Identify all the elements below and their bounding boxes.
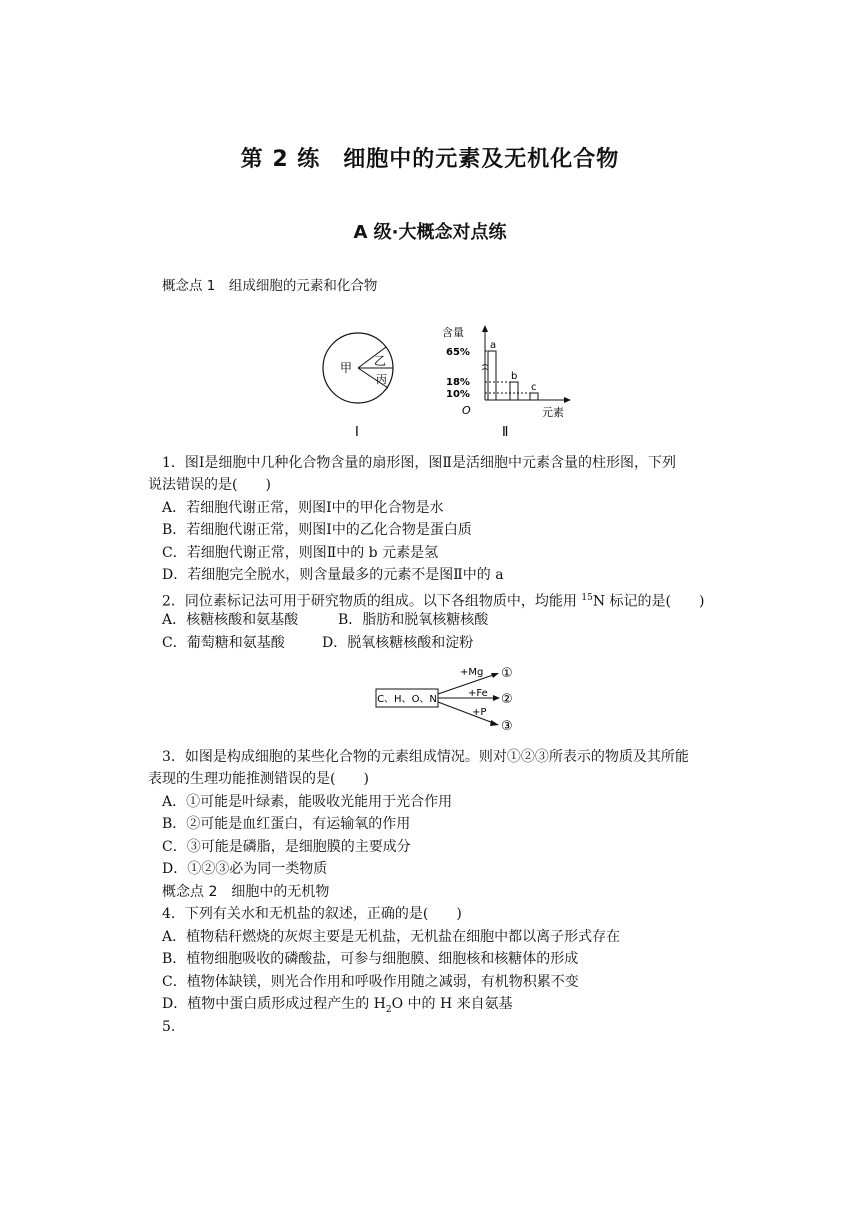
bar-b bbox=[510, 382, 518, 400]
x-axis-arrow bbox=[564, 397, 571, 403]
bar-label-a: a bbox=[490, 340, 497, 351]
q4-option-d-sub: 2 bbox=[385, 1004, 392, 1015]
page-title: 第 2 练 细胞中的元素及无机化合物 bbox=[240, 147, 620, 172]
tick-18: 18% bbox=[446, 377, 470, 388]
figure-element-arrows bbox=[372, 660, 522, 738]
pie-label-jia: 甲 bbox=[340, 361, 353, 375]
q1-option-b: B．若细胞代谢正常，则图Ⅰ中的乙化合物是蛋白质 bbox=[162, 522, 472, 538]
pie-label-bing: 丙 bbox=[376, 373, 387, 386]
arrow-mg-head bbox=[491, 673, 499, 678]
q4-option-d-before: D．植物中蛋白质形成过程产生的 H bbox=[162, 996, 386, 1012]
q4-option-d-after: O 中的 H 来自氨基 bbox=[391, 996, 513, 1012]
pie-caption: Ⅰ bbox=[355, 425, 359, 438]
bar-c bbox=[530, 393, 538, 400]
target-2: ② bbox=[501, 692, 513, 707]
bar-caption: Ⅱ bbox=[502, 425, 509, 440]
q2-option-c: C．葡萄糖和氨基酸 bbox=[162, 635, 285, 651]
q4-option-d bbox=[162, 993, 513, 1021]
bar-label-c: c bbox=[531, 382, 537, 393]
q1-stem-line1: 1．图Ⅰ是细胞中几种化合物含量的扇形图，图Ⅱ是活细胞中元素含量的柱形图，下列 bbox=[162, 455, 676, 471]
pie-label-yi: 乙 bbox=[374, 354, 387, 368]
q4-stem: 4．下列有关水和无机盐的叙述，正确的是( ) bbox=[162, 906, 462, 922]
q4-option-b: B．植物细胞吸收的磷酸盐，可参与细胞膜、细胞核和核糖体的形成 bbox=[162, 951, 579, 967]
target-1: ① bbox=[501, 666, 513, 681]
q1-option-a: A．若细胞代谢正常，则图Ⅰ中的甲化合物是水 bbox=[162, 500, 444, 516]
concept-heading-2: 概念点 2 细胞中的无机物 bbox=[162, 884, 330, 900]
tick-10: 10% bbox=[446, 389, 470, 400]
element-box-label: C、H、O、N bbox=[377, 694, 437, 705]
target-3: ③ bbox=[501, 719, 513, 734]
arrow-label-p: +P bbox=[472, 707, 487, 718]
q2-stem-before: 2．同位素标记法可用于研究物质的组成。以下各组物质中，均能用 bbox=[162, 593, 582, 610]
concept-heading-1: 概念点 1 组成细胞的元素和化合物 bbox=[162, 278, 378, 294]
arrow-p-head bbox=[490, 720, 499, 726]
q2-option-b: B．脂肪和脱氧核糖核酸 bbox=[338, 612, 489, 628]
q2-option-d: D．脱氧核糖核酸和淀粉 bbox=[322, 635, 474, 651]
q1-option-c: C．若细胞代谢正常，则图Ⅱ中的 b 元素是氢 bbox=[162, 545, 439, 561]
q3-option-b: B．②可能是血红蛋白，有运输氧的作用 bbox=[162, 816, 411, 832]
y-axis-arrow bbox=[482, 325, 488, 332]
q5-stem: 5. bbox=[162, 1019, 176, 1035]
arrow-p bbox=[438, 702, 496, 724]
q2-option-a: A．核糖核酸和氨基酸 bbox=[162, 612, 299, 628]
q3-option-c: C．③可能是磷脂，是细胞膜的主要成分 bbox=[162, 839, 411, 855]
figure-bar-chart bbox=[440, 322, 580, 440]
q2-stem-sup: 15 bbox=[581, 593, 593, 603]
tick-65: 65% bbox=[446, 347, 470, 358]
q3-option-d: D．①②③必为同一类物质 bbox=[162, 861, 328, 877]
q3-stem-line1: 3．如图是构成细胞的某些化合物的元素组成情况。则对①②③所表示的物质及其所能 bbox=[162, 749, 689, 765]
q4-option-c: C．植物体缺镁，则光合作用和呼吸作用随之减弱，有机物积累不变 bbox=[162, 974, 579, 990]
figure-pie-chart bbox=[318, 328, 408, 438]
q3-stem-line2: 表现的生理功能推测错误的是( ) bbox=[148, 771, 369, 787]
bar-ylabel: 含量 bbox=[442, 326, 464, 339]
arrow-label-fe: +Fe bbox=[468, 688, 488, 699]
q3-option-a: A．①可能是叶绿素，能吸收光能用于光合作用 bbox=[162, 794, 453, 810]
q2-stem-after: N 标记的是( ) bbox=[592, 593, 705, 610]
bar-xlabel: 元素 bbox=[542, 406, 564, 419]
q1-option-d: D．若细胞完全脱水，则含量最多的元素不是图Ⅱ中的 a bbox=[162, 567, 504, 583]
bar-origin: O bbox=[462, 404, 471, 417]
section-subtitle: A 级·大概念对点练 bbox=[353, 222, 507, 243]
q1-stem-line2: 说法错误的是( ) bbox=[148, 477, 271, 493]
arrow-label-mg: +Mg bbox=[460, 667, 484, 678]
arrow-fe-head bbox=[493, 695, 500, 701]
bar-label-b: b bbox=[511, 371, 518, 382]
q4-option-a: A．植物秸秆燃烧的灰烬主要是无机盐，无机盐在细胞中都以离子形式存在 bbox=[162, 929, 621, 945]
